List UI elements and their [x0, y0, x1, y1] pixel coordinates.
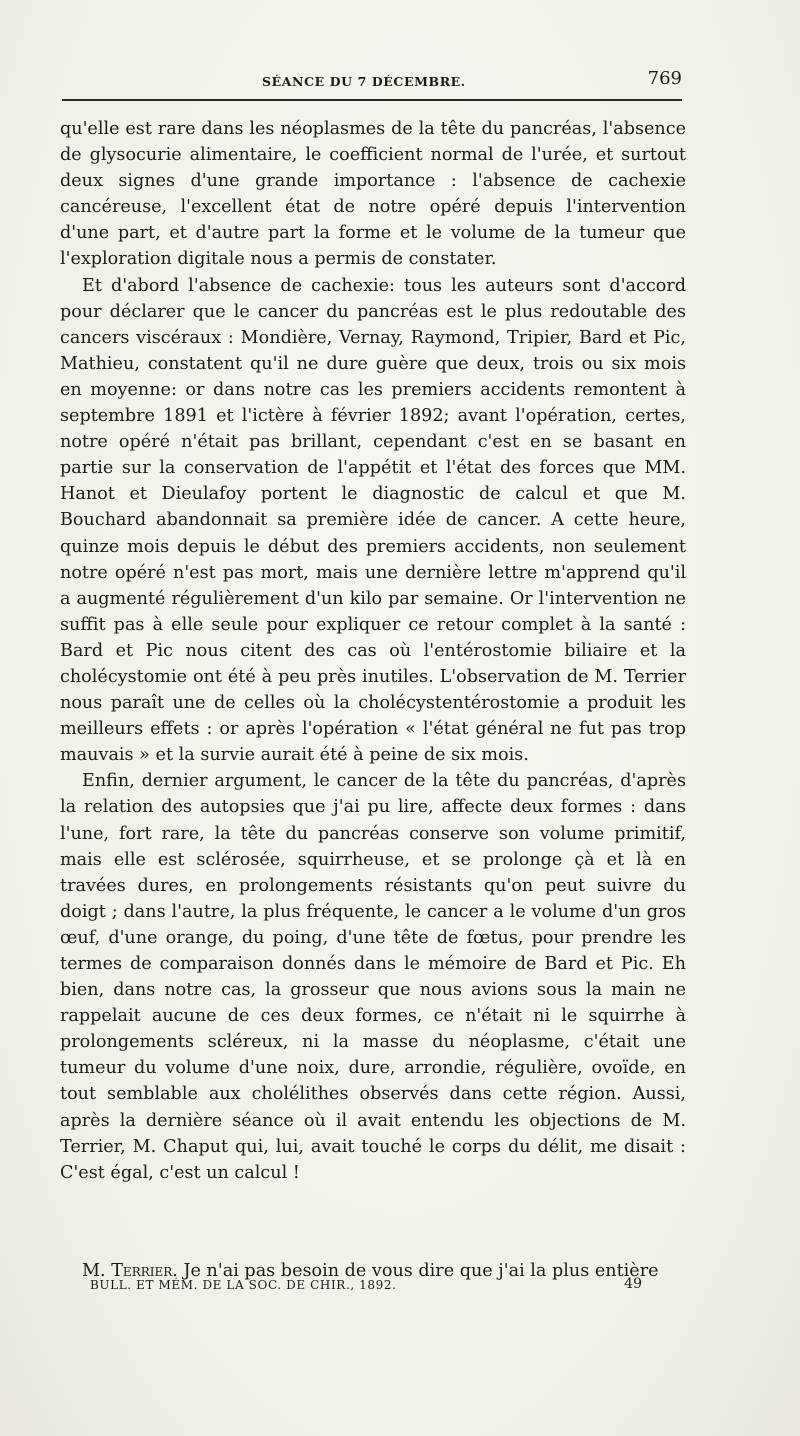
paragraph-3: Enfin, dernier argument, le cancer de la tête du pancréas, d'après la relation des autopsies que j'ai pu lire, affecte deux formes : dans l'une, fort rare, la tête du pancréas conserve son volume primitif, mais elle est sclérosée, squirrheuse, et se prolonge çà et là en travées dures, en prolongements résistants qu'on peut suivre du doigt ; dans l'autre, la plus fréquente, le cancer a le volume d'un gros œuf, d'une orange, du poing, d'une tête de fœtus, pour prendre les termes de comparaison donnés dans le mémoire de Bard et Pic. Eh bien, dans notre cas, la grosseur que nous avions sous la main ne rappelait aucune de ces deux formes, ce n'était ni le squirrhe à prolongements scléreux, ni la masse du néoplasme, c'était une tumeur du volume d'une noix, dure, arrondie, régulière, ovoïde, en tout semblable aux cholélithes observés dans cette région. Aussi, après la dernière séance où il avait entendu les objections de M. Terrier, M. Chaput qui, lui, avait touché le corps du délit, me disait : C'est égal, c'est un calcul !	[60, 771, 686, 1183]
paragraph-1: qu'elle est rare dans les néoplasmes de la tête du pancréas, l'absence de glysocurie alimentaire, le coefficient normal de l'urée, et surtout deux signes d'une grande importance : l'absence de cachexie cancéreuse, l'excellent état de notre opéré depuis l'intervention d'une part, et d'autre part la forme et le volume de la tumeur que l'exploration digitale nous a permis de constater.	[60, 119, 686, 270]
body-text	[60, 116, 686, 1186]
footer	[60, 1274, 660, 1298]
signature-mark: 49	[624, 1276, 642, 1292]
running-title: SÉANCE DU 7 DÉCEMBRE.	[262, 74, 466, 89]
speaker-text: Je n'ai pas besoin de vous dire que j'ai la plus entière	[183, 1260, 659, 1281]
footer-citation: BULL. ET MÉM. DE LA SOC. DE CHIR., 1892.	[90, 1278, 397, 1292]
header-rule	[62, 99, 682, 101]
speaker-name: M. Terrier.	[82, 1260, 178, 1281]
running-head	[62, 62, 682, 92]
paragraph-2: Et d'abord l'absence de cachexie: tous les auteurs sont d'accord pour déclarer que le cancer du pancréas est le plus redoutable des cancers viscéraux : Mondière, Vernay, Raymond, Tripier, Bard et Pic, Mathieu, constatent qu'il ne dure guère que deux, trois ou six mois en moyenne: or dans notre cas les premiers accidents remontent à septembre 1891 et l'ictère à février 1892; avant l'opération, certes, notre opéré n'était pas brillant, cependant c'est en se basant en partie sur la conservation de l'appétit et l'état des forces que MM. Hanot et Dieulafoy portent le diagnostic de calcul et que M. Bouchard abandonnait sa première idée de cancer. A cette heure, quinze mois depuis le début des premiers accidents, non seulement notre opéré n'est pas mort, mais une dernière lettre m'apprend qu'il a augmenté régulièrement d'un kilo par semaine. Or l'intervention ne suffit pas à elle seule pour expliquer ce retour complet à la santé : Bard et Pic nous citent des cas où l'entérostomie biliaire et la cholécystomie ont été à peu près inutiles. L'observation de M. Terrier nous paraît une de celles où la cholécystentérostomie a produit les meilleurs effets : or après l'opération « l'état général ne fut pas trop mauvais » et la survie aurait été à peine de six mois.	[60, 275, 686, 766]
page-number: 769	[647, 68, 682, 89]
